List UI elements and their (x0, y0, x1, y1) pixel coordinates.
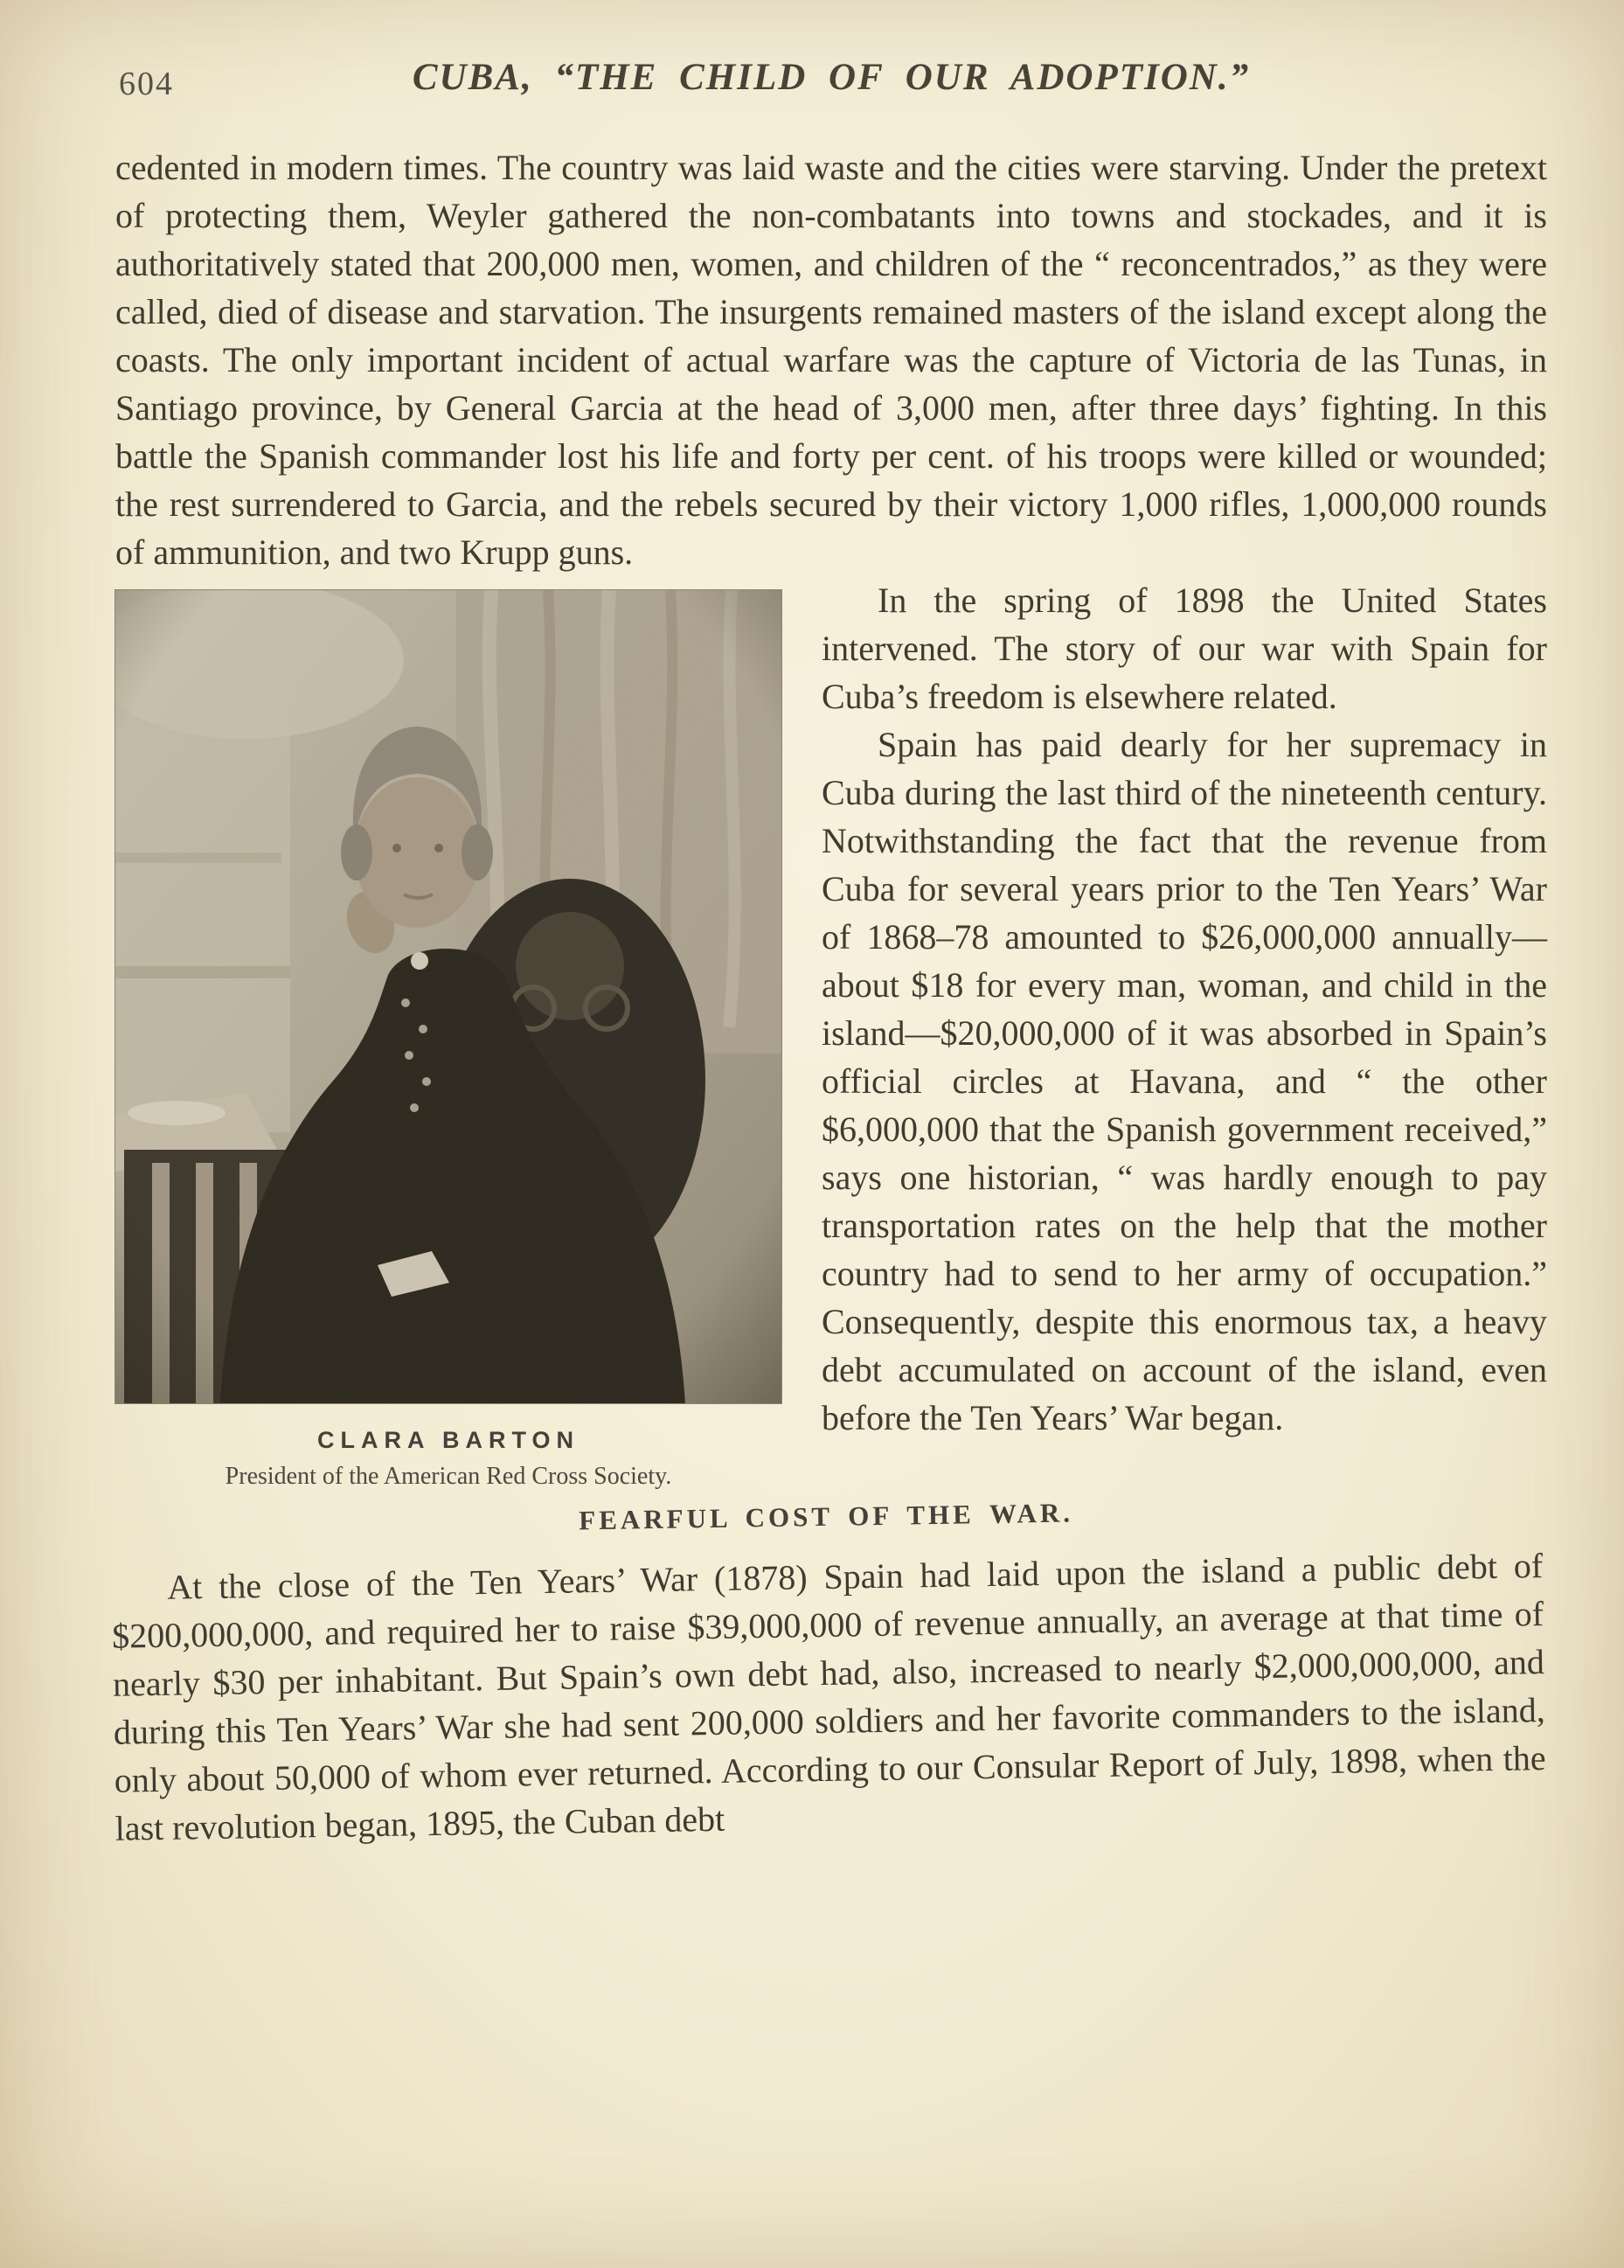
page-body (111, 143, 1547, 1848)
caption-subtitle: President of the American Red Cross Society. (225, 1463, 672, 1491)
bottom-section (109, 1426, 1547, 1853)
section-heading: FEARFUL COST OF THE WAR. (578, 1497, 1074, 1535)
paragraph-2: In the spring of 1898 the United States intervened. The story of our war with Spain for Cuba’s freedom is elsewhere related. (822, 581, 1547, 716)
page-number: 604 (119, 66, 174, 102)
paragraph-3: Spain has paid dearly for her supremacy in Cuba during the last third of the nineteenth century. Notwithstanding the fact that the revenue from Cuba for several years prior to the Ten Years’ War of 1868–78 amounted to $26,000,000 annually—about $18 for every man, woman, and child in the island—$20,000,000 of it was absorbed in Spain’s official circles at Havana, and “ the other $6,000,000 that the Spanish government received,” says one historian, “ was hardly enough to pay transportation rates on the help that the mother country had to send to her army of occupation.” Consequently, despite this enormous tax, a heavy debt accumulated on account of the island, even before the Ten Years’ War began. (822, 725, 1547, 1437)
portrait-figure (115, 590, 781, 1494)
page-header (115, 56, 1547, 121)
clara-barton-photo (115, 590, 781, 1403)
running-title: CUBA, “THE CHILD OF OUR ADOPTION.” (412, 57, 1251, 98)
paragraph-4: At the close of the Ten Years’ War (1878) Spain had laid upon the island a public debt of $200,000,000, and required her to raise $39,000,000 of revenue annually, an average at that time of nearly $30 per inhabitant. But Spain’s own debt had, also, increased to nearly $2,000,000,000, and during this Ten Years’ War she had sent 200,000 soldiers and her favorite commanders to the island, only about 50,000 of whom ever returned. According to our Consular Report of July, 1898, when the last revolution began, 1895, the Cuban debt (111, 1546, 1546, 1848)
caption-title: CLARA BARTON (317, 1427, 580, 1453)
portrait-illustration (115, 590, 781, 1403)
paragraph-1: cedented in modern times. The country was laid waste and the cities were starving. Under the pretext of protecting them, Weyler gathered the non-combatants into towns and stockades, and it is authoritatively stated that 200,000 men, women, and children of the “ reconcentrados,” as they were called, died of disease and starvation. The insurgents remained masters of the island except along the coasts. The only important incident of actual warfare was the capture of Victoria de las Tunas, in Santiago province, by General Garcia at the head of 3,000 men, after three days’ fighting. In this battle the Spanish commander lost his life and forty per cent. of his troops were killed or wounded; the rest surrendered to Garcia, and the rebels secured by their victory 1,000 rifles, 1,000,000 rounds of ammunition, and two Krupp guns. (115, 148, 1547, 572)
